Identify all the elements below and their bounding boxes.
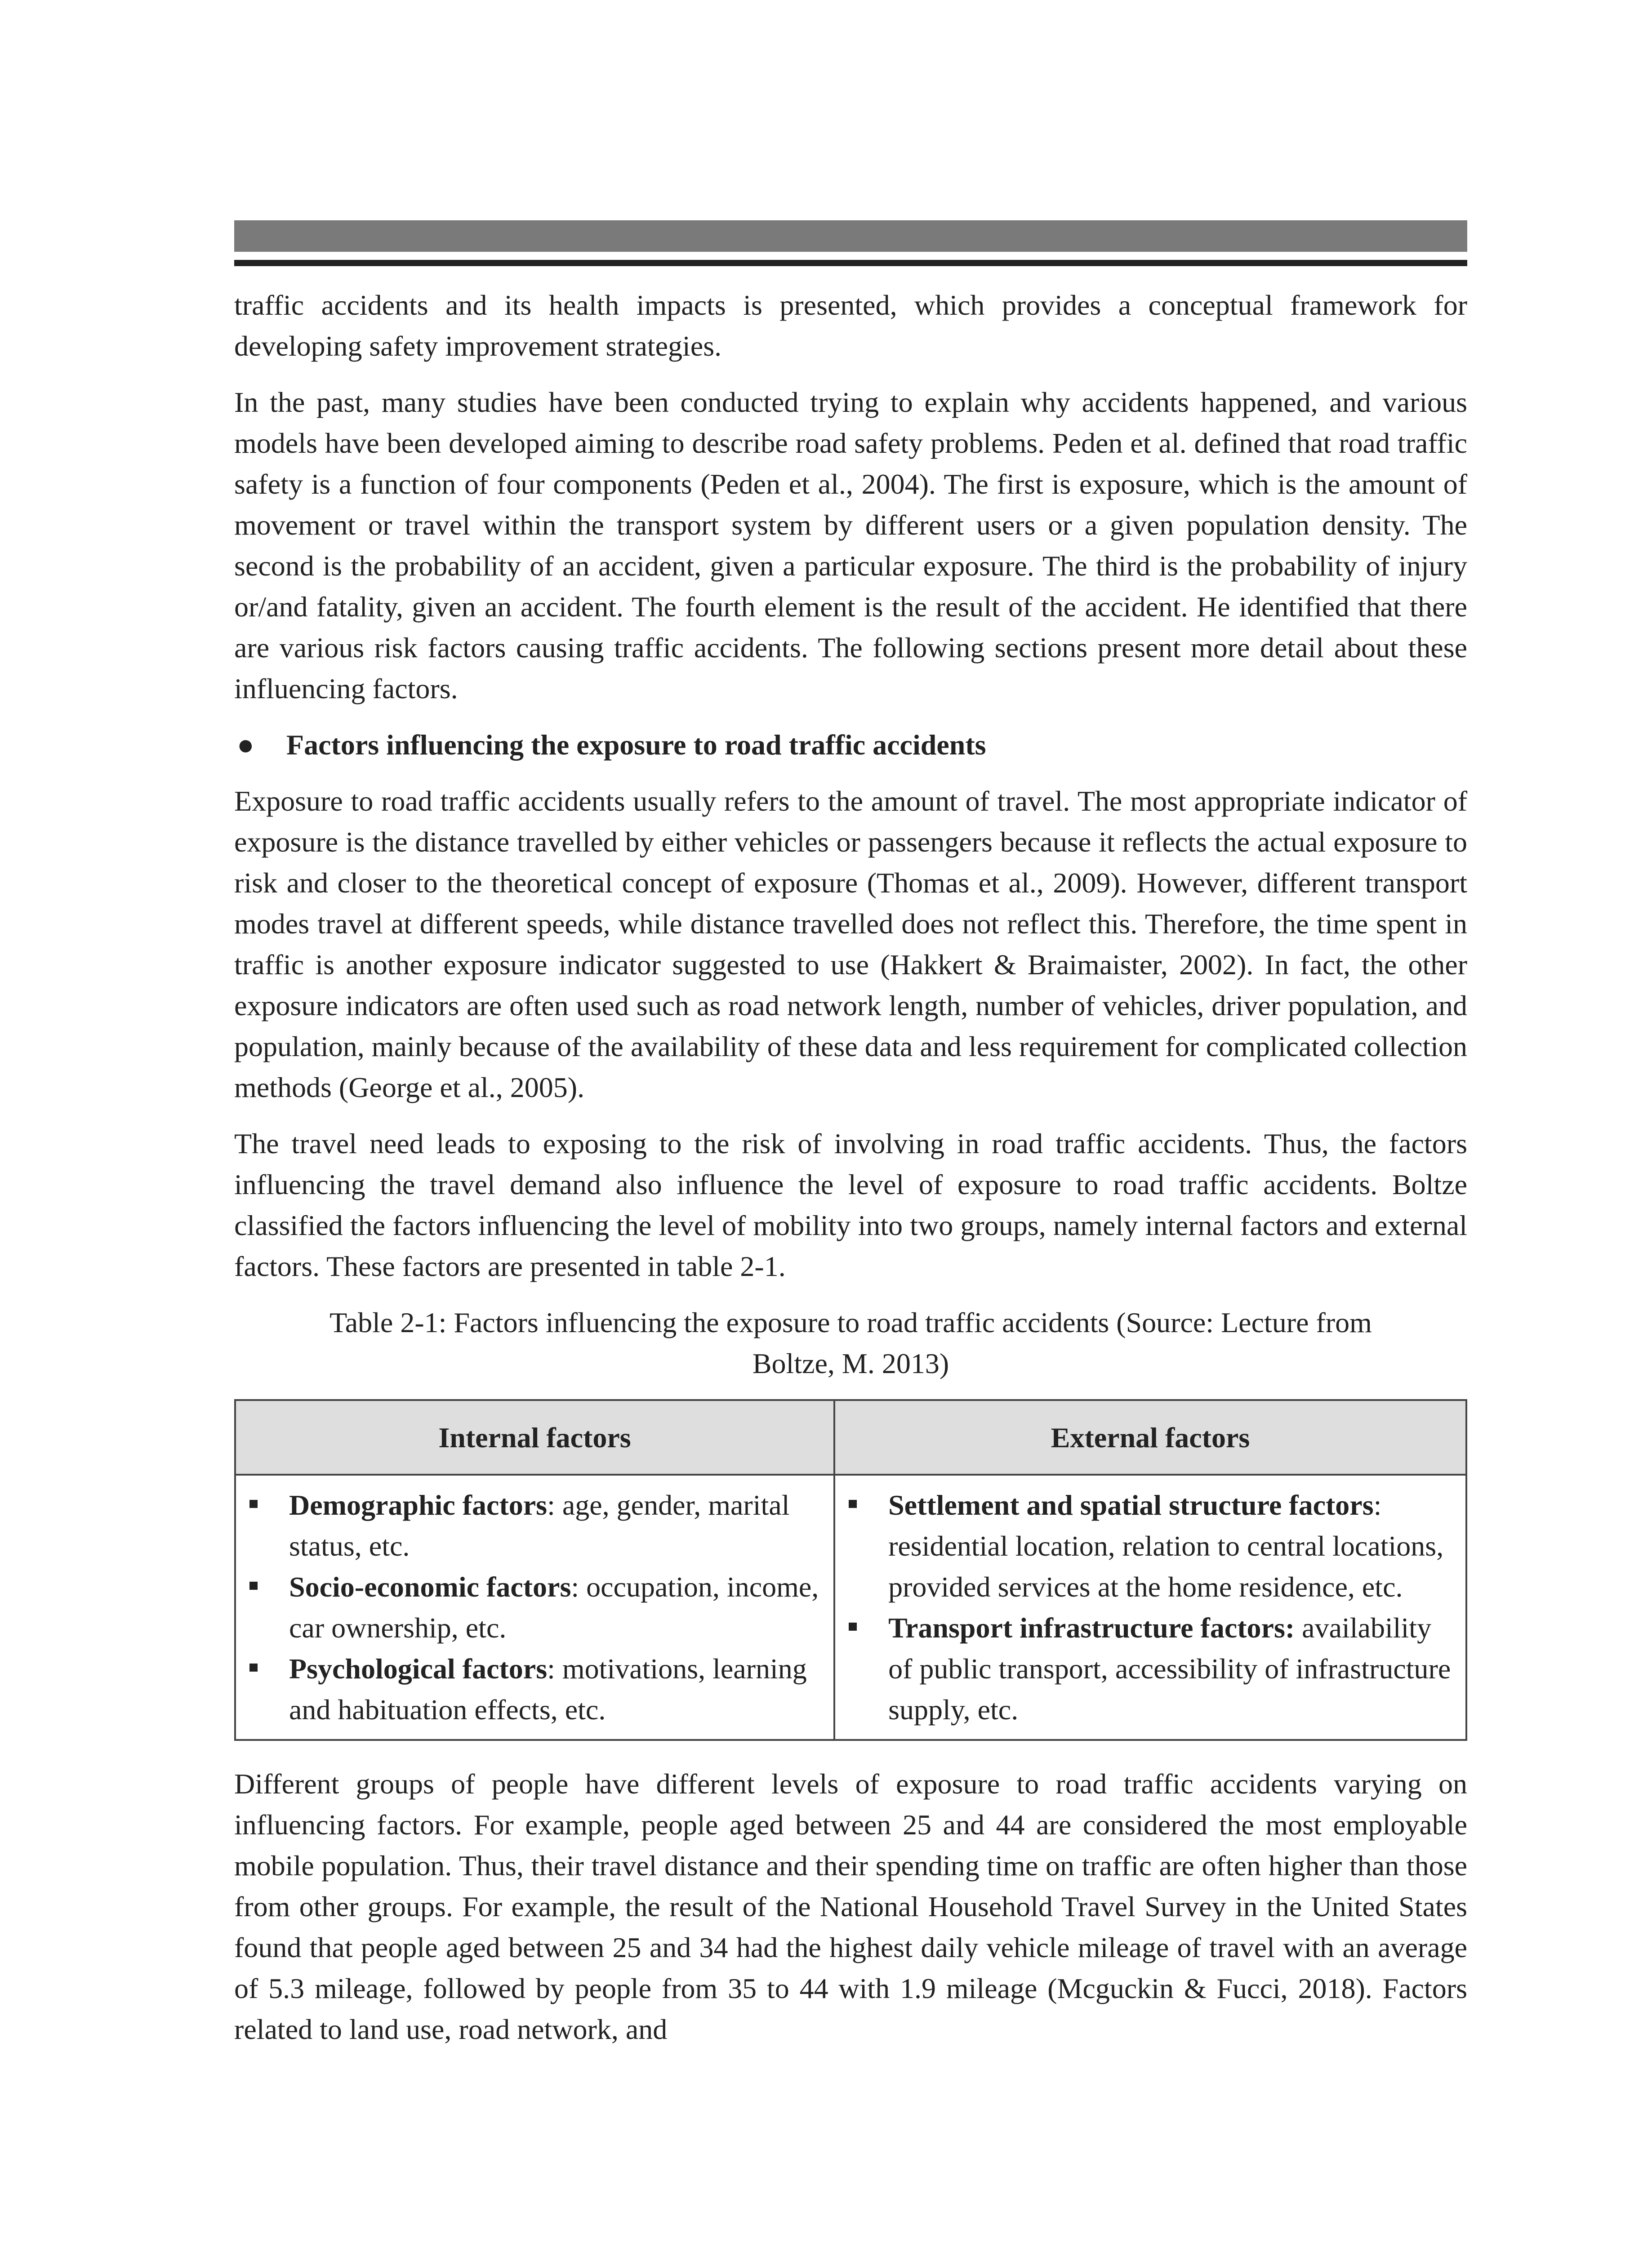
section-heading <box>234 724 1467 765</box>
square-bullet-icon <box>849 1500 857 1508</box>
paragraph-5: Different groups of people have different levels of exposure to road traffic accidents varying on influencing factors. For example, people aged between 25 and 44 are considered the most employable mobile population. Thus, their travel distance and their spending time on traffic are often higher than those from other groups. For example, the result of the National Household Travel Survey in the United States found that people aged between 25 and 34 had the highest daily vehicle mileage of travel with an average of 5.3 mileage, followed by people from 35 to 44 with 1.9 mileage (Mcguckin & Fucci, 2018). Factors related to land use, road network, and <box>234 1768 1467 2045</box>
header-bar <box>234 220 1467 252</box>
table-header-row <box>235 1400 1466 1475</box>
table-row <box>235 1475 1466 1740</box>
factor-name: Settlement and spatial structure factors <box>888 1489 1374 1521</box>
section-heading-text: Factors influencing the exposure to road traffic accidents <box>286 729 986 761</box>
list-item <box>249 1566 824 1648</box>
paragraph-2: In the past, many studies have been conducted trying to explain why accidents happened, and various models have been developed aiming to describe road safety problems. Peden et al. defined that road traffic safety is a function of four components (Peden et al., 2004). The first is exposure, which is the amount of movement or travel within the transport system by different users or a given population density. The second is the probability of an accident, given a particular exposure. The third is the probability of injury or/and fatality, given an accident. The fourth element is the result of the accident. He identified that there are various risk factors causing traffic accidents. The following sections present more detail about these influencing factors. <box>234 386 1467 705</box>
header-rule <box>234 260 1467 266</box>
paragraph-4: The travel need leads to exposing to the risk of involving in road traffic accidents. Thus, the factors influencing the travel demand also influence the level of exposure to road traffic accidents. Boltze classified the factors influencing the level of mobility into two groups, namely internal factors and external factors. These factors are presented in table 2-1. <box>234 1128 1467 1282</box>
factor-name: Psychological factors <box>289 1653 548 1685</box>
square-bullet-icon <box>249 1582 258 1590</box>
factor-description: availability of public transport, accessibility of infrastructure supply, etc. <box>888 1612 1451 1726</box>
internal-factors-header: Internal factors <box>235 1400 834 1475</box>
table-caption-line-2: Boltze, M. 2013) <box>752 1347 949 1379</box>
bullet-icon: ● <box>237 729 254 761</box>
table-caption-line-1: Table 2-1: Factors influencing the exposure to road traffic accidents (Source: Lecture from <box>330 1307 1372 1338</box>
factor-description: : occupation, income, car ownership, etc. <box>289 1571 819 1644</box>
list-item <box>849 1485 1456 1607</box>
table-caption <box>234 1302 1467 1384</box>
internal-factors-cell <box>235 1475 834 1740</box>
square-bullet-icon <box>249 1664 258 1672</box>
external-factors-cell <box>834 1475 1466 1740</box>
factor-name: Demographic factors <box>289 1489 548 1521</box>
factor-description: : age, gender, marital status, etc. <box>289 1489 790 1562</box>
factor-description: : residential location, relation to central locations, provided services at the home residence, etc. <box>888 1489 1444 1603</box>
factors-table <box>234 1399 1467 1741</box>
page-content <box>234 285 1467 2065</box>
square-bullet-icon <box>849 1623 857 1631</box>
paragraph-1: traffic accidents and its health impacts is presented, which provides a conceptual framework for developing safety improvement strategies. <box>234 289 1467 362</box>
list-item <box>249 1648 824 1730</box>
list-item <box>849 1607 1456 1730</box>
external-factors-header: External factors <box>834 1400 1466 1475</box>
factor-name: Transport infrastructure factors: <box>888 1612 1295 1644</box>
factor-name: Socio-economic factors <box>289 1571 571 1603</box>
square-bullet-icon <box>249 1500 258 1508</box>
paragraph-3: Exposure to road traffic accidents usually refers to the amount of travel. The most appropriate indicator of exposure is the distance travelled by either vehicles or passengers because it reflects the actual exposure to risk and closer to the theoretical concept of exposure (Thomas et al., 2009). However, different transport modes travel at different speeds, while distance travelled does not reflect this. Therefore, the time spent in traffic is another exposure indicator suggested to use (Hakkert & Braimaister, 2002). In fact, the other exposure indicators are often used such as road network length, number of vehicles, driver population, and population, mainly because of the availability of these data and less requirement for complicated collection methods (George et al., 2005). <box>234 785 1467 1103</box>
factor-description: : motivations, learning and habituation effects, etc. <box>289 1653 807 1726</box>
list-item <box>249 1485 824 1566</box>
